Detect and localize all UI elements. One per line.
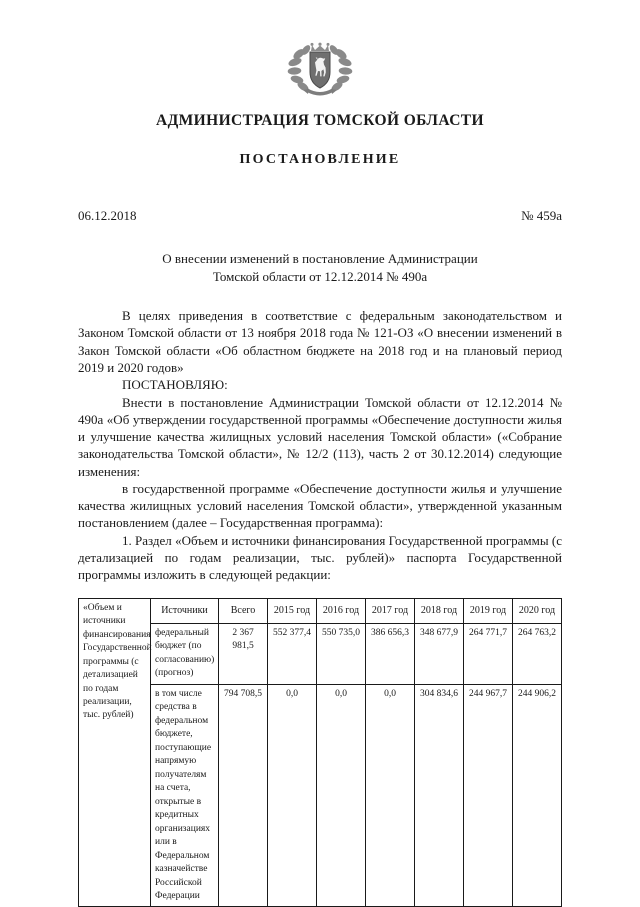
column-header-2018: 2018 год [415,598,464,623]
column-header-2017: 2017 год [366,598,415,623]
column-header-2015: 2015 год [268,598,317,623]
cell-total: 2 367 981,5 [219,623,268,684]
table-header-row [79,598,562,623]
cell-2020: 244 906,2 [513,684,562,907]
tomsk-oblast-coat-of-arms-icon [287,42,353,100]
column-header-2020: 2020 год [513,598,562,623]
cell-2016: 0,0 [317,684,366,907]
subject-line-1: О внесении изменений в постановление Администрации [162,251,478,266]
column-header-2019: 2019 год [464,598,513,623]
paragraph-amend-intro: Внести в постановление Администрации Томской области от 12.12.2014 № 490а «Об утверждении государственной программы «Обеспечение доступности жилья и улучшение качества жилищных условий населения Томской области» («Собрание законодательства Томской области», № 12/2 (113), часть 2 от 30.12.2014) следующие изменения: [78,394,562,479]
document-body [78,307,562,584]
document-subject [78,250,562,285]
document-type-heading: ПОСТАНОВЛЕНИЕ [239,152,401,167]
paragraph-program-reference: в государственной программе «Обеспечение доступности жилья и улучшение качества жилищных условий населения Томской области», утвержденной указанным постановлением (далее – Государственная программа): [78,480,562,531]
column-header-sources: Источники [151,598,219,623]
cell-2015: 552 377,4 [268,623,317,684]
financing-table [78,598,562,907]
cell-2015: 0,0 [268,684,317,907]
document-meta-row [78,208,562,224]
document-number: № 459а [521,208,562,223]
paragraph-section-one: 1. Раздел «Объем и источники финансирования Государственной программы (с детализацией по годам реализации, тыс. рублей)» паспорта Государственной программы изложить в следующей редакции: [78,532,562,583]
page-title: АДМИНИСТРАЦИЯ ТОМСКОЙ ОБЛАСТИ [156,112,484,129]
cell-2018: 348 677,9 [415,623,464,684]
cell-2019: 264 771,7 [464,623,513,684]
column-header-2016: 2016 год [317,598,366,623]
paragraph-preamble: В целях приведения в соответствие с федеральным законодательством и Законом Томской области от 13 ноября 2018 года № 121-ОЗ «О внесении изменений в Закон Томской области «Об областном бюджете на 2018 год и на плановый период 2019 и 2020 годов» [78,308,562,375]
column-header-total: Всего [219,598,268,623]
document-date: 06.12.2018 [78,208,137,223]
cell-2020: 264 763,2 [513,623,562,684]
row-source-direct-recipients: в том числе средства в федеральном бюджете, поступающие напрямую получателям на счета, открытые в кредитных организациях или в Федеральном казначействе Российской Федерации [151,684,219,907]
cell-2018: 304 834,6 [415,684,464,907]
emblem-container [78,0,562,100]
paragraph-decree-word: ПОСТАНОВЛЯЮ: [122,377,228,393]
row-source-federal-budget: федеральный бюджет (по согласованию) (прогноз) [151,623,219,684]
cell-2016: 550 735,0 [317,623,366,684]
cell-2019: 244 967,7 [464,684,513,907]
cell-total: 794 708,5 [219,684,268,907]
cell-2017: 386 656,3 [366,623,415,684]
cell-2017: 0,0 [366,684,415,907]
table-row-label: «Объем и источники финансирования Государственной программы (с детализацией по годам реализации, тыс. рублей) [79,598,151,907]
table-row [79,684,562,907]
subject-line-2: Томской области от 12.12.2014 № 490а [212,268,428,284]
